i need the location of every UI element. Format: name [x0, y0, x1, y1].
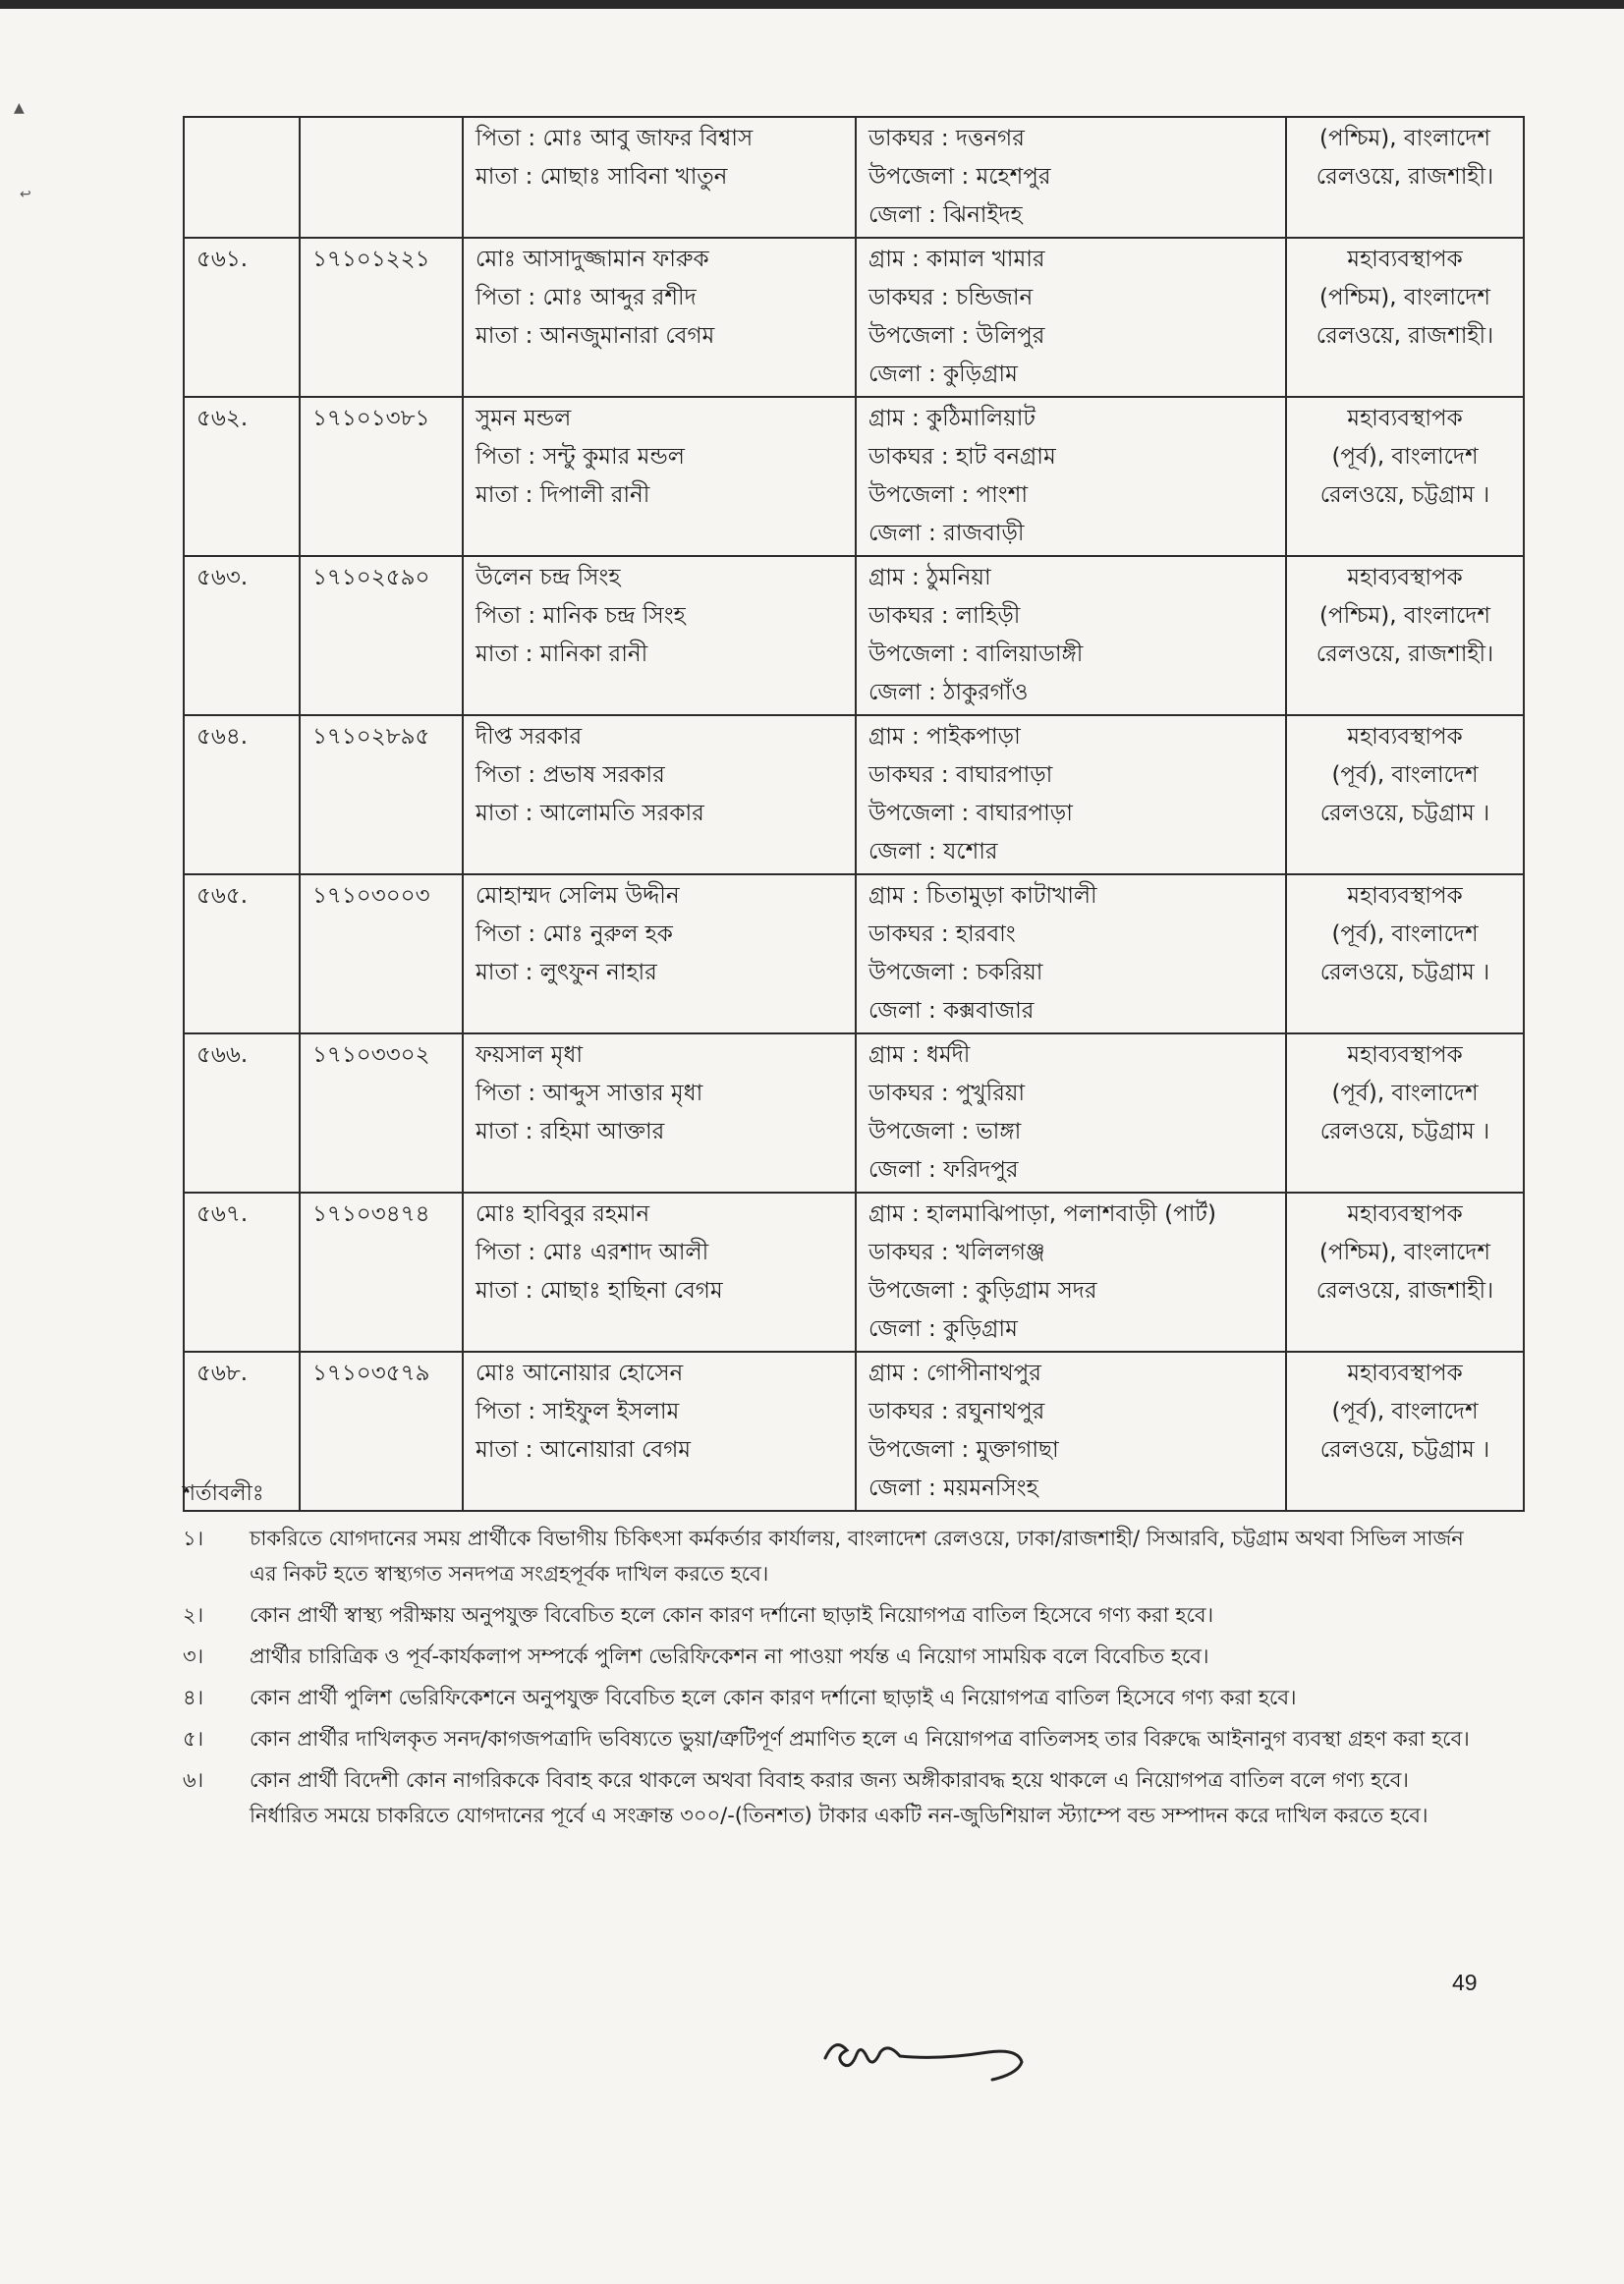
- table-row: [184, 117, 1524, 238]
- candidate-line: ফয়সাল মৃধা: [476, 1042, 584, 1068]
- address-line: ডাকঘর : বাঘারপাড়া: [868, 762, 1053, 788]
- office-cell: [1286, 1193, 1524, 1352]
- address-line: গ্রাম : গোপীনাথপুর: [868, 1361, 1041, 1386]
- office-line: মহাব্যবস্থাপক: [1347, 1201, 1463, 1227]
- roll-line: ১৭১০২৮৯৫: [312, 724, 430, 750]
- address-cell: [856, 556, 1286, 715]
- candidate-line: মাতা : আলোমতি সরকার: [476, 801, 704, 826]
- serial-line: ৫৬৬.: [196, 1042, 249, 1068]
- table-row: [184, 238, 1524, 397]
- office-line: মহাব্যবস্থাপক: [1347, 406, 1463, 431]
- address-line: উপজেলা : বালিয়াডাঙ্গী: [868, 641, 1084, 667]
- candidate-line: মোঃ আনোয়ার হোসেন: [476, 1361, 684, 1386]
- serial-cell: [184, 238, 300, 397]
- candidate-line: পিতা : সন্টু কুমার মন্ডল: [476, 444, 685, 470]
- office-cell: [1286, 874, 1524, 1033]
- office-line: (পূর্ব), বাংলাদেশ: [1331, 762, 1479, 788]
- address-cell: [856, 1193, 1286, 1352]
- condition-text: কোন প্রার্থী বিদেশী কোন নাগরিককে বিবাহ করে থাকলে অথবা বিবাহ করার জন্য অঙ্গীকারাবদ্ধ হয়ে থাকলে এ নিয়োগপত্র বাতিল বলে গণ্য হবে। নির্ধারিত সময়ে চাকরিতে যোগদানের পূর্বে এ সংক্রান্ত ৩০০/-(তিনশত) টাকার একটি নন-জুডিশিয়াল স্ট্যাম্পে বন্ড সম্পাদন করে দাখিল করতে হবে।: [250, 1768, 1428, 1827]
- candidate-line: মাতা : মোছাঃ হাছিনা বেগম: [476, 1278, 723, 1304]
- table-row: [184, 397, 1524, 556]
- condition-number: ২।: [183, 1603, 204, 1627]
- condition-item: [183, 1521, 1470, 1591]
- address-line: জেলা : রাজবাড়ী: [868, 521, 1025, 546]
- office-line: রেলওয়ে, চট্টগ্রাম ।: [1319, 482, 1490, 508]
- candidate-cell: [463, 1193, 856, 1352]
- condition-text: কোন প্রার্থী স্বাস্থ্য পরীক্ষায় অনুপযুক্ত বিবেচিত হলে কোন কারণ দর্শানো ছাড়াই নিয়োগপত্র বাতিল হিসেবে গণ্য করা হবে।: [250, 1603, 1214, 1627]
- address-line: গ্রাম : পাইকপাড়া: [868, 724, 1021, 750]
- address-line: জেলা : কক্সবাজার: [868, 998, 1035, 1024]
- table-row: [184, 874, 1524, 1033]
- serial-cell: [184, 117, 300, 238]
- serial-line: ৫৬৪.: [196, 724, 249, 750]
- office-cell: [1286, 715, 1524, 874]
- appointment-table-body: [184, 117, 1524, 1511]
- address-line: উপজেলা : ভাঙ্গা: [868, 1119, 1022, 1144]
- appointment-table: [183, 116, 1525, 1512]
- condition-text: কোন প্রার্থীর দাখিলকৃত সনদ/কাগজপত্রাদি ভবিষ্যতে ভুয়া/ত্রুটিপূর্ণ প্রমাণিত হলে এ নিয়োগপত্র বাতিলসহ তার বিরুদ্ধে আইনানুগ ব্যবস্থা গ্রহণ করা হবে।: [250, 1727, 1470, 1751]
- address-cell: [856, 117, 1286, 238]
- address-line: ডাকঘর : পুখুরিয়া: [868, 1081, 1026, 1106]
- office-line: রেলওয়ে, চট্টগ্রাম ।: [1319, 801, 1490, 826]
- address-cell: [856, 715, 1286, 874]
- candidate-line: মাতা : মানিকা রানী: [476, 641, 648, 667]
- candidate-line: পিতা : মানিক চন্দ্র সিংহ: [476, 603, 686, 629]
- conditions-title: শর্তাবলীঃ: [183, 1481, 264, 1506]
- address-cell: [856, 1352, 1286, 1511]
- candidate-cell: [463, 715, 856, 874]
- table-row: [184, 556, 1524, 715]
- condition-number: ৪।: [183, 1686, 204, 1709]
- margin-mark: ↩: [20, 187, 31, 202]
- serial-line: ৫৬৩.: [196, 565, 249, 590]
- candidate-line: পিতা : আব্দুস সাত্তার মৃধা: [476, 1081, 703, 1106]
- candidate-cell: [463, 117, 856, 238]
- top-border: [0, 0, 1624, 9]
- candidate-line: পিতা : মোঃ আব্দুর রশীদ: [476, 285, 697, 310]
- candidate-line: দীপ্ত সরকার: [476, 724, 583, 750]
- serial-cell: [184, 1193, 300, 1352]
- address-cell: [856, 1033, 1286, 1193]
- office-cell: [1286, 117, 1524, 238]
- office-line: (পূর্ব), বাংলাদেশ: [1331, 1399, 1479, 1424]
- condition-number: ৫।: [183, 1727, 204, 1751]
- address-line: ডাকঘর : হাট বনগ্রাম: [868, 444, 1056, 470]
- office-line: (পশ্চিম), বাংলাদেশ: [1319, 1240, 1490, 1265]
- address-line: উপজেলা : উলিপুর: [868, 323, 1045, 349]
- roll-cell: [300, 238, 463, 397]
- condition-number: ৬।: [183, 1768, 204, 1792]
- office-line: রেলওয়ে, রাজশাহী।: [1316, 164, 1494, 190]
- table-row: [184, 1193, 1524, 1352]
- address-cell: [856, 397, 1286, 556]
- candidate-cell: [463, 1033, 856, 1193]
- address-line: জেলা : কুড়িগ্রাম: [868, 1316, 1018, 1342]
- candidate-line: মোঃ হাবিবুর রহমান: [476, 1201, 650, 1227]
- candidate-cell: [463, 238, 856, 397]
- roll-cell: [300, 1033, 463, 1193]
- office-line: (পশ্চিম), বাংলাদেশ: [1319, 126, 1490, 151]
- office-line: মহাব্যবস্থাপক: [1347, 724, 1463, 750]
- address-line: গ্রাম : ঠুমনিয়া: [868, 565, 991, 590]
- roll-cell: [300, 397, 463, 556]
- signature: [815, 2029, 1061, 2088]
- condition-item: [183, 1721, 1470, 1756]
- roll-cell: [300, 715, 463, 874]
- condition-item: [183, 1639, 1470, 1674]
- address-line: উপজেলা : পাংশা: [868, 482, 1028, 508]
- condition-number: ৩।: [183, 1644, 204, 1668]
- serial-line: ৫৬৭.: [196, 1201, 249, 1227]
- address-line: জেলা : ময়মনসিংহ: [868, 1476, 1038, 1501]
- address-line: ডাকঘর : হারবাং: [868, 921, 1016, 947]
- roll-cell: [300, 1352, 463, 1511]
- office-line: রেলওয়ে, রাজশাহী।: [1316, 1278, 1494, 1304]
- office-line: রেলওয়ে, রাজশাহী।: [1316, 641, 1494, 667]
- office-line: মহাব্যবস্থাপক: [1347, 1042, 1463, 1068]
- condition-number: ১।: [183, 1527, 204, 1550]
- office-line: মহাব্যবস্থাপক: [1347, 565, 1463, 590]
- candidate-line: পিতা : মোঃ এরশাদ আলী: [476, 1240, 709, 1265]
- margin-mark: ▲: [14, 100, 25, 116]
- address-line: জেলা : কুড়িগ্রাম: [868, 362, 1018, 387]
- office-cell: [1286, 238, 1524, 397]
- office-line: মহাব্যবস্থাপক: [1347, 247, 1463, 272]
- address-line: ডাকঘর : দত্তনগর: [868, 126, 1025, 151]
- office-line: রেলওয়ে, চট্টগ্রাম ।: [1319, 960, 1490, 985]
- address-line: জেলা : ঠাকুরগাঁও: [868, 680, 1029, 705]
- roll-cell: [300, 1193, 463, 1352]
- candidate-line: পিতা : মোঃ নুরুল হক: [476, 921, 673, 947]
- office-line: (পূর্ব), বাংলাদেশ: [1331, 1081, 1479, 1106]
- candidate-cell: [463, 556, 856, 715]
- serial-cell: [184, 397, 300, 556]
- office-cell: [1286, 1033, 1524, 1193]
- address-line: গ্রাম : ধর্মদী: [868, 1042, 971, 1068]
- serial-cell: [184, 874, 300, 1033]
- office-line: (পশ্চিম), বাংলাদেশ: [1319, 603, 1490, 629]
- address-line: গ্রাম : হালমাঝিপাড়া, পলাশবাড়ী (পার্ট): [868, 1201, 1216, 1227]
- table-row: [184, 1033, 1524, 1193]
- condition-text: চাকরিতে যোগদানের সময় প্রার্থীকে বিভাগীয় চিকিৎসা কর্মকর্তার কার্যালয়, বাংলাদেশ রেলওয়ে, ঢাকা/রাজশাহী/ সিআরবি, চট্টগ্রাম অথবা সিভিল সার্জন এর নিকট হতে স্বাস্থ্যগত সনদপত্র সংগ্রহপূর্বক দাখিল করতে হবে।: [250, 1527, 1464, 1586]
- candidate-line: পিতা : মোঃ আবু জাফর বিশ্বাস: [476, 126, 754, 151]
- address-line: উপজেলা : কুড়িগ্রাম সদর: [868, 1278, 1097, 1304]
- address-line: ডাকঘর : রঘুনাথপুর: [868, 1399, 1045, 1424]
- roll-cell: [300, 556, 463, 715]
- office-line: মহাব্যবস্থাপক: [1347, 883, 1463, 909]
- page-number: 49: [1452, 1970, 1478, 1995]
- address-line: উপজেলা : মহেশপুর: [868, 164, 1051, 190]
- roll-cell: [300, 117, 463, 238]
- address-line: জেলা : ফরিদপুর: [868, 1157, 1019, 1183]
- address-line: উপজেলা : চকরিয়া: [868, 960, 1043, 985]
- office-line: রেলওয়ে, চট্টগ্রাম ।: [1319, 1119, 1490, 1144]
- candidate-line: মাতা : আনোয়ারা বেগম: [476, 1437, 692, 1463]
- serial-cell: [184, 1033, 300, 1193]
- candidate-line: মাতা : রহিমা আক্তার: [476, 1119, 665, 1144]
- office-cell: [1286, 397, 1524, 556]
- table-row: [184, 715, 1524, 874]
- serial-line: ৫৬৫.: [196, 883, 249, 909]
- address-line: জেলা : যশোর: [868, 839, 998, 864]
- address-line: জেলা : ঝিনাইদহ: [868, 202, 1023, 228]
- roll-line: ১৭১০১২২১: [312, 247, 430, 272]
- address-line: ডাকঘর : খলিলগঞ্জ: [868, 1240, 1045, 1265]
- serial-line: ৫৬১.: [196, 247, 249, 272]
- candidate-line: পিতা : প্রভাষ সরকার: [476, 762, 665, 788]
- serial-cell: [184, 715, 300, 874]
- serial-line: ৫৬৮.: [196, 1361, 249, 1386]
- office-line: (পূর্ব), বাংলাদেশ: [1331, 921, 1479, 947]
- conditions-list: [183, 1521, 1470, 1839]
- candidate-line: পিতা : সাইফুল ইসলাম: [476, 1399, 680, 1424]
- candidate-line: মাতা : মোছাঃ সাবিনা খাতুন: [476, 164, 728, 190]
- table-row: [184, 1352, 1524, 1511]
- serial-line: ৫৬২.: [196, 406, 249, 431]
- office-line: রেলওয়ে, চট্টগ্রাম ।: [1319, 1437, 1490, 1463]
- roll-line: ১৭১০৩৪৭৪: [312, 1201, 430, 1227]
- address-line: উপজেলা : বাঘারপাড়া: [868, 801, 1073, 826]
- office-line: রেলওয়ে, রাজশাহী।: [1316, 323, 1494, 349]
- condition-item: [183, 1762, 1470, 1833]
- address-line: গ্রাম : চিতামুড়া কাটাখালী: [868, 883, 1097, 909]
- candidate-line: মাতা : আনজুমানারা বেগম: [476, 323, 715, 349]
- condition-text: প্রার্থীর চারিত্রিক ও পূর্ব-কার্যকলাপ সম্পর্কে পুলিশ ভেরিফিকেশন না পাওয়া পর্যন্ত এ নিয়োগ সাময়িক বলে বিবেচিত হবে।: [250, 1644, 1209, 1668]
- roll-line: ১৭১০৩৩০২: [312, 1042, 430, 1068]
- roll-cell: [300, 874, 463, 1033]
- candidate-line: মাতা : দিপালী রানী: [476, 482, 650, 508]
- serial-cell: [184, 556, 300, 715]
- candidate-cell: [463, 1352, 856, 1511]
- candidate-line: মোহাম্মদ সেলিম উদ্দীন: [476, 883, 680, 909]
- condition-item: [183, 1597, 1470, 1633]
- roll-line: ১৭১০২৫৯০: [312, 565, 430, 590]
- roll-line: ১৭১০৩০০৩: [312, 883, 430, 909]
- candidate-line: মোঃ আসাদুজ্জামান ফারুক: [476, 247, 709, 272]
- office-cell: [1286, 1352, 1524, 1511]
- office-cell: [1286, 556, 1524, 715]
- address-line: গ্রাম : কামাল খামার: [868, 247, 1045, 272]
- address-cell: [856, 238, 1286, 397]
- office-line: (পূর্ব), বাংলাদেশ: [1331, 444, 1479, 470]
- candidate-line: সুমন মন্ডল: [476, 406, 572, 431]
- address-line: ডাকঘর : লাহিড়ী: [868, 603, 1021, 629]
- address-cell: [856, 874, 1286, 1033]
- office-line: মহাব্যবস্থাপক: [1347, 1361, 1463, 1386]
- address-line: গ্রাম : কুঠিমালিয়াট: [868, 406, 1036, 431]
- candidate-line: মাতা : লুৎফুন নাহার: [476, 960, 657, 985]
- roll-line: ১৭১০৩৫৭৯: [312, 1361, 430, 1386]
- address-line: উপজেলা : মুক্তাগাছা: [868, 1437, 1059, 1463]
- candidate-cell: [463, 397, 856, 556]
- condition-item: [183, 1680, 1470, 1715]
- office-line: (পশ্চিম), বাংলাদেশ: [1319, 285, 1490, 310]
- roll-line: ১৭১০১৩৮১: [312, 406, 430, 431]
- address-line: ডাকঘর : চন্ডিজান: [868, 285, 1034, 310]
- candidate-line: উলেন চন্দ্র সিংহ: [476, 565, 621, 590]
- candidate-cell: [463, 874, 856, 1033]
- condition-text: কোন প্রার্থী পুলিশ ভেরিফিকেশনে অনুপযুক্ত বিবেচিত হলে কোন কারণ দর্শানো ছাড়াই এ নিয়োগপত্র বাতিল হিসেবে গণ্য করা হবে।: [250, 1686, 1297, 1709]
